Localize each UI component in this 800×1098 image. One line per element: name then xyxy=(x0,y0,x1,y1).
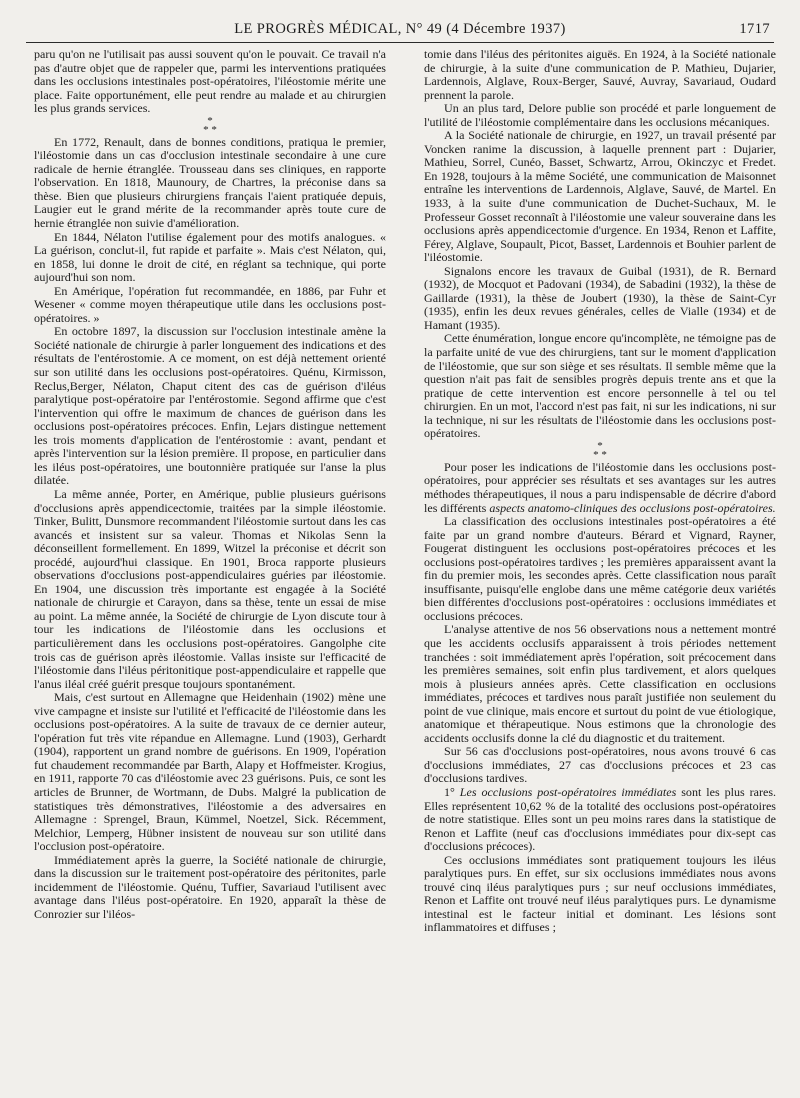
running-header xyxy=(26,20,774,43)
paragraph: En octobre 1897, la discussion sur l'occlusion intestinale amène la Société nationale de chirurgie à parler longuement des indications et des résultats de l'entérostomie. A ce moment, on est déjà nettement orienté sur son utilité dans les occlusions post-opératoires. Quénu, Kirmisson, Reclus,Berger, Nélaton, Chaput citent des cas de guérison d'iléus paralytique post-opératoire par l'entérostomie. Segond affirme que c'est l'intervention qui offre le maximum de chances de guérison dans les occlusions post-opératoires précoces. Enfin, Lejars distingue nettement les trois moments d'application de l'entérostomie : avant, pendant et après l'intervention sur la lésion première. Il propose, en particulier dans les iléus post-opératoires, une boutonnière pratiquée sur l'anse la plus dilatée. xyxy=(34,324,386,488)
paragraph-text: sont les plus rares. Elles représentent 10,62 % de la totalité des occlusions post-opératoires de notre statistique. Elles sont un peu moins rares dans la statistique de Renon et Laffite (neuf cas d'occlusions immédiates pour dix-sept cas d'occlusions précoces). xyxy=(424,784,777,854)
list-number: 1° xyxy=(444,784,455,799)
paragraph xyxy=(424,461,776,515)
paragraph: Ces occlusions immédiates sont pratiquement toujours les iléus paralytiques purs. En effet, sur six occlusions immédiates nous avons trouvé cinq iléus paralytiques purs ; sur neuf occlusions immédiates, Renon et Laffite ont trouvé neuf iléus paralytiques purs. Le dynamisme intestinal est le facteur initial et dominant. Les lésions sont inflammatoires et diffuses ; xyxy=(424,852,776,935)
paragraph: L'analyse attentive de nos 56 observations nous a nettement montré que les accidents occlusifs apparaissent à trois périodes nettement tranchées : soit immédiatement après l'opération, soit précocement dans les premières semaines, soit enfin plus tardivement, et alors quelques mois à plusieurs années après. Cette classification en occlusions immédiates, précoces et tardives nous paraît justifiée non seulement du point de vue clinique, mais encore et surtout du point de vue étiologique, anatomique et thérapeutique. Nous estimons que la chronologie des accidents occlusifs donne la clé du diagnostic et du traitement. xyxy=(424,622,776,745)
paragraph: Signalons encore les travaux de Guibal (1931), de R. Bernard (1932), de Mocquot et Padovani (1934), de Sabadini (1932), la thèse de Gaillarde (1931), la thèse de Joubert (1930), la thèse de Saint-Cyr (1935), enfin les deux revues générales, celles de Vialle (1934) et de Hamant (1935). xyxy=(424,263,776,332)
paragraph: En 1772, Renault, dans de bonnes conditions, pratiqua le premier, l'iléostomie dans un cas d'occlusion intestinale secondaire à une cure radicale de hernie étranglée. Trousseau dans ses cliniques, en rapporte l'observation. En 1818, Maunoury, de Chartres, la préconise dans sa thèse. Bien que plusieurs chirurgiens français l'aient pratiquée depuis, Laugier eut le grand mérite de la recommander après toute cure de hernie étranglée non suivie d'amélioration. xyxy=(34,134,386,231)
paragraph: Sur 56 cas d'occlusions post-opératoires, nous avons trouvé 6 cas d'occlusions immédiates, 27 cas d'occlusions précoces et 23 cas d'occlusions tardives. xyxy=(424,744,776,786)
italic-phrase: Les occlusions post-opératoires immédiates xyxy=(459,784,677,799)
paragraph: Mais, c'est surtout en Allemagne que Heidenhain (1902) mène une vive campagne et insiste sur l'utilité et l'efficacité de l'iléostomie dans les occlusions post-opératoires. A la suite de travaux de ce dernier auteur, l'opération fut très vite répandue en Allemagne. Lund (1903), Gerhardt (1904), rapportent un grand nombre de guérisons. En 1909, l'opération fut chaudement recommandée par Barth, Alapy et Hoffmeister. Krogius, en 1911, rapporte 70 cas d'iléostomie avec 23 guérisons. Puis, ce sont les articles de Brunner, de Wortmann, de Dubs. Malgré la publication de statistiques très démonstratives, l'iléostomie a des adversaires en Allemagne : Sprengel, Braun, Kümmel, Noetzel, Sick. Récemment, Melchior, Lemperg, Hübner insistent de nouveau sur son utilité dans l'occlusion post-opératoire. xyxy=(34,690,386,854)
paragraph: Cette énumération, longue encore qu'incomplète, ne témoigne pas de la parfaite unité de vue des chirurgiens, tant sur le moment d'application de l'iléostomie, que sur son siège et ses résultats. Il semble même que la question n'ait pas fait de sensibles progrès depuis trente ans et que la pratique de cette intervention est encore personnelle à tel ou tel chirurgien. En un mot, l'accord n'est pas fait, ni sur les indications, ni sur la technique, ni sur les résultats de l'iléostomie dans les occlusions post-opératoires. xyxy=(424,331,777,441)
paragraph: La même année, Porter, en Amérique, publie plusieurs guérisons d'occlusions après appendicectomie, traitées par la simple iléostomie. Tinker, Bulitt, Dunsmore recommandent l'iléostomie surtout dans les cas avancés et insistent sur sa valeur. Thomas et Nikolas Senn la déconseillent formellement. En 1899, Witzel la préconise et décrit son procédé, aujourd'hui classique. En 1901, Broca rapporte plusieurs observations d'occlusions post-appendiculaires guéries par iléostomie. En 1904, une discussion très importante est engagée à la Société nationale de chirurgie et Carayon, dans sa thèse, tente un essai de mise au point. La même année, la Société de chirurgie de Lyon discute tour à tour les indications de l'iléostomie dans les occlusions et particulièrement dans les occlusions post-opératoires. Gangolphe cite trois cas de guérison après iléostomie. Vallas insiste sur l'efficacité de l'iléostomie dans l'iléus péritonitique post-appendiculaire et rappelle que l'anus iléal créé guérit presque toujours spontanément. xyxy=(34,486,386,691)
page-number: 1717 xyxy=(739,21,770,37)
paragraph: tomie dans l'iléus des péritonites aiguës. En 1924, à la Société nationale de chirurgie, à la suite d'une communication de P. Mathieu, Dujarier, Lardennois, Alglave, Roux-Berger, Sauvé, Auvray, Savariaud, Oudard prennent la parole. xyxy=(424,47,776,102)
paragraph: En 1844, Nélaton l'utilise également pour des motifs analogues. « La guérison, conclut-il, fut rapide et parfaite ». Mais c'est Nélaton, qui, en 1858, lui donne le droit de cité, en réglant sa technique, qui porte aujourd'hui son nom. xyxy=(34,229,386,285)
paragraph-text: Pour poser les indications de l'iléostomie dans les occlusions post-opératoires, pour apprécier ses résultats et ses avantages sur les autres méthodes thérapeutiques, il nous a paru indispensable de décrire d'abord les différents xyxy=(424,459,776,515)
paragraph: Un an plus tard, Delore publie son procédé et parle longuement de l'utilité de l'iléostomie complémentaire dans les occlusions mécaniques. xyxy=(424,101,776,129)
left-column xyxy=(34,48,386,921)
paragraph: Immédiatement après la guerre, la Société nationale de chirurgie, dans la discussion sur le traitement post-opératoire des péritonites, parle incidemment de l'iléostomie. Quénu, Tuffier, Savariaud l'utilisent avec avantage dans l'iléus post-opératoire. En 1920, apparaît la thèse de Conrozier sur l'iléos- xyxy=(34,852,386,921)
paragraph xyxy=(424,786,776,854)
paragraph: paru qu'on ne l'utilisait pas aussi souvent qu'on le pouvait. Ce travail n'a pas d'autre objet que de rappeler que, parmi les interventions pratiquées dans les occlusions intestinales post-opératoires, l'iléostomie mérite une place. Faite opportunément, elle peut rendre au malade et au chirurgien les plus grands services. xyxy=(34,47,386,116)
paragraph: En Amérique, l'opération fut recommandée, en 1886, par Fuhr et Wesener « comme moyen thérapeutique utile dans les occlusions post-opératoires. » xyxy=(34,283,386,325)
paragraph: La classification des occlusions intestinales post-opératoires a été faite par un grand nombre d'auteurs. Bérard et Vignard, Rayner, Fougerat distinguent les occlusions post-opératoires précoces et les occlusions post-opératoires tardives ; les premières apparaissent avant la fin du premier mois, les secondes après. Cette classification nous paraît insuffisante, puisqu'elle englobe dans une même catégorie deux variétés bien différentes d'occlusions post-opératoires : occlusions immédiates et occlusions précoces. xyxy=(424,514,776,623)
section-separator-asterism: * * * xyxy=(203,114,217,136)
journal-title: LE PROGRÈS MÉDICAL, N° 49 (4 Décembre 1937) xyxy=(234,21,566,37)
italic-phrase: aspects anatomo-cliniques des occlusions post-opératoires. xyxy=(489,500,776,515)
paragraph: A la Société nationale de chirurgie, en 1927, un travail présenté par Voncken ranime la discussion, à laquelle prennent part : Dujarier, Mathieu, Sorrel, Cunéo, Basset, Schwartz, Arrou, Okinczyc et Fredet. En 1928, toujours à la même Société, une communication de Maisonnet entraîne les interventions de Lardennois, Alglave, Sauvé, de Martel. En 1933, à la suite d'une communication de Duchet-Suchaux, M. le Professeur Gosset reconnaît à l'iléostomie une valeur souveraine dans les occlusions après appendicectomie d'urgence. En 1934, Renon et Laffite, Férey, Alglave, Soupault, Picot, Basset, Lardennois et Bouhier parlent de l'iléostomie. xyxy=(424,128,776,265)
section-separator-asterism: * * * xyxy=(593,439,607,461)
right-column xyxy=(424,48,776,935)
